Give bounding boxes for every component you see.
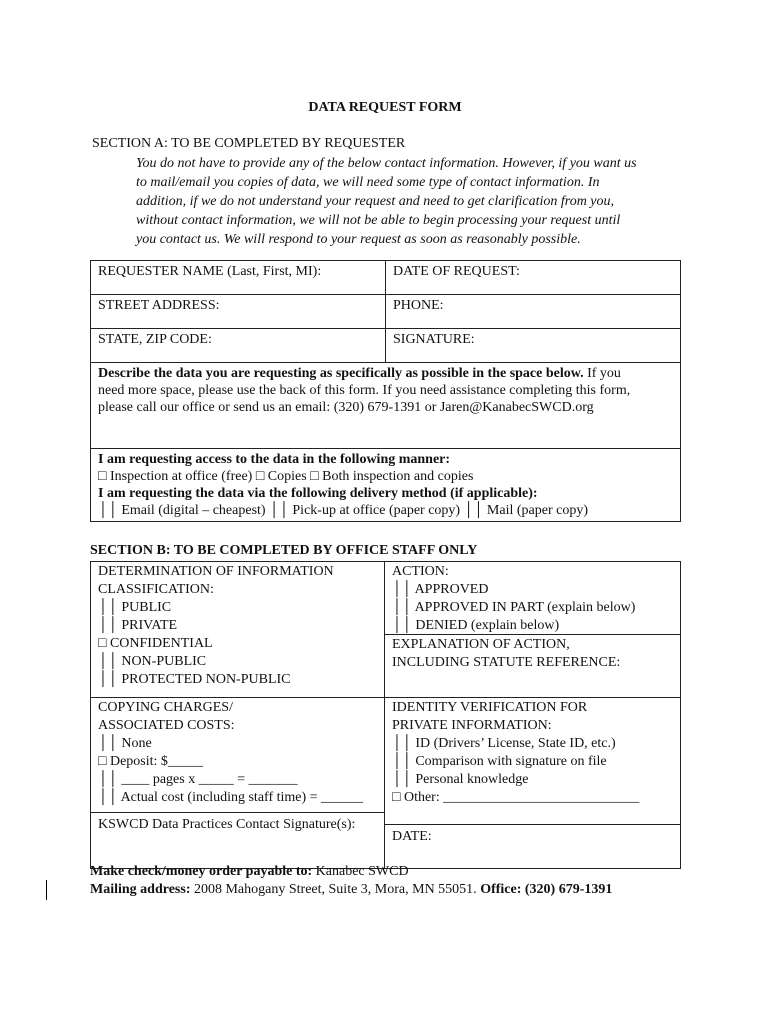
identity-option-other[interactable]: □ Other: ____________________________ xyxy=(392,790,640,805)
describe-line: need more space, please use the back of this form. If you need assistance completing this form, xyxy=(98,383,631,398)
costs-column xyxy=(91,698,385,869)
classification-option-non-public[interactable]: ││ NON-PUBLIC xyxy=(98,654,207,669)
date-of-request-field[interactable]: DATE OF REQUEST: xyxy=(386,261,681,295)
payable-line xyxy=(90,864,409,880)
classification-cell xyxy=(91,562,385,698)
explanation-line: INCLUDING STATUTE REFERENCE: xyxy=(392,655,621,670)
action-option-denied[interactable]: ││ DENIED (explain below) xyxy=(392,618,560,633)
action-cell xyxy=(385,562,680,635)
text-cursor xyxy=(46,880,47,900)
intro-line: You do not have to provide any of the below contact information. However, if you want us xyxy=(136,156,637,171)
section-b-heading: SECTION B: TO BE COMPLETED BY OFFICE STAFF ONLY xyxy=(90,543,478,558)
action-option-approved[interactable]: ││ APPROVED xyxy=(392,582,489,597)
describe-instruction-rest: If you xyxy=(583,366,621,381)
action-heading: ACTION: xyxy=(392,564,449,579)
contact-signature-cell[interactable] xyxy=(91,813,384,868)
classification-option-protected[interactable]: ││ PROTECTED NON-PUBLIC xyxy=(98,672,291,687)
intro-line: to mail/email you copies of data, we will need some type of contact information. In xyxy=(136,175,600,190)
section-a-heading: SECTION A: TO BE COMPLETED BY REQUESTER xyxy=(92,136,406,151)
office-phone: Office: (320) 679-1391 xyxy=(480,882,613,897)
mailing-value: 2008 Mahogany Street, Suite 3, Mora, MN 55051. xyxy=(190,882,481,897)
explanation-cell[interactable] xyxy=(385,635,680,697)
costs-line: ASSOCIATED COSTS: xyxy=(98,718,235,733)
describe-instruction: Describe the data you are requesting as specifically as possible in the space below. xyxy=(98,366,584,381)
phone-field[interactable]: PHONE: xyxy=(386,295,681,329)
signature-field[interactable]: SIGNATURE: xyxy=(386,329,681,363)
action-column xyxy=(385,562,681,698)
costs-line: COPYING CHARGES/ xyxy=(98,700,233,715)
classification-line: DETERMINATION OF INFORMATION xyxy=(98,564,334,579)
intro-line: without contact information, we will not be able to begin processing your request until xyxy=(136,213,621,228)
identity-cell xyxy=(385,698,680,825)
classification-option-private[interactable]: ││ PRIVATE xyxy=(98,618,178,633)
section-a-intro xyxy=(136,154,696,249)
identity-option-id[interactable]: ││ ID (Drivers’ License, State ID, etc.) xyxy=(392,736,616,751)
access-manner-cell xyxy=(91,449,681,522)
explanation-line: EXPLANATION OF ACTION, xyxy=(392,637,570,652)
requester-name-field[interactable]: REQUESTER NAME (Last, First, MI): xyxy=(91,261,386,295)
identity-option-signature[interactable]: ││ Comparison with signature on file xyxy=(392,754,607,769)
describe-line: please call our office or send us an email: (320) 679-1391 or Jaren@KanabecSWCD.org xyxy=(98,400,594,415)
manner-options[interactable]: □ Inspection at office (free) □ Copies □ Both inspection and copies xyxy=(98,469,474,484)
payable-value: Kanabec SWCD xyxy=(312,864,409,879)
classification-option-confidential[interactable]: □ CONFIDENTIAL xyxy=(98,636,213,651)
costs-option-pages[interactable]: ││ ____ pages x _____ = _______ xyxy=(98,772,298,787)
requester-table xyxy=(90,260,681,522)
costs-cell xyxy=(91,698,384,813)
date-cell[interactable] xyxy=(385,825,680,868)
classification-option-public[interactable]: ││ PUBLIC xyxy=(98,600,172,615)
identity-line: PRIVATE INFORMATION: xyxy=(392,718,552,733)
state-zip-field[interactable]: STATE, ZIP CODE: xyxy=(91,329,386,363)
delivery-options[interactable]: ││ Email (digital – cheapest) ││ Pick-up at office (paper copy) ││ Mail (paper copy) xyxy=(98,503,588,518)
mailing-line xyxy=(90,882,612,898)
mailing-label: Mailing address: xyxy=(90,882,191,897)
date-label: DATE: xyxy=(392,829,432,844)
contact-signature-label: KSWCD Data Practices Contact Signature(s): xyxy=(98,817,356,832)
identity-column xyxy=(385,698,681,869)
street-address-field[interactable]: STREET ADDRESS: xyxy=(91,295,386,329)
action-option-approved-in-part[interactable]: ││ APPROVED IN PART (explain below) xyxy=(392,600,636,615)
identity-option-personal[interactable]: ││ Personal knowledge xyxy=(392,772,529,787)
office-staff-table xyxy=(90,561,681,869)
classification-line: CLASSIFICATION: xyxy=(98,582,214,597)
intro-line: addition, if we do not understand your request and need to get clarification from you, xyxy=(136,194,615,209)
costs-option-actual[interactable]: ││ Actual cost (including staff time) = ______ xyxy=(98,790,364,805)
page-title: DATA REQUEST FORM xyxy=(308,100,462,115)
costs-option-deposit[interactable]: □ Deposit: $_____ xyxy=(98,754,203,769)
data-description-field[interactable] xyxy=(91,363,681,449)
delivery-heading: I am requesting the data via the following delivery method (if applicable): xyxy=(98,486,538,501)
manner-heading: I am requesting access to the data in the following manner: xyxy=(98,452,451,467)
payable-label: Make check/money order payable to: xyxy=(90,864,313,879)
costs-option-none[interactable]: ││ None xyxy=(98,736,152,751)
intro-line: you contact us. We will respond to your request as soon as reasonably possible. xyxy=(136,232,581,247)
identity-line: IDENTITY VERIFICATION FOR xyxy=(392,700,588,715)
